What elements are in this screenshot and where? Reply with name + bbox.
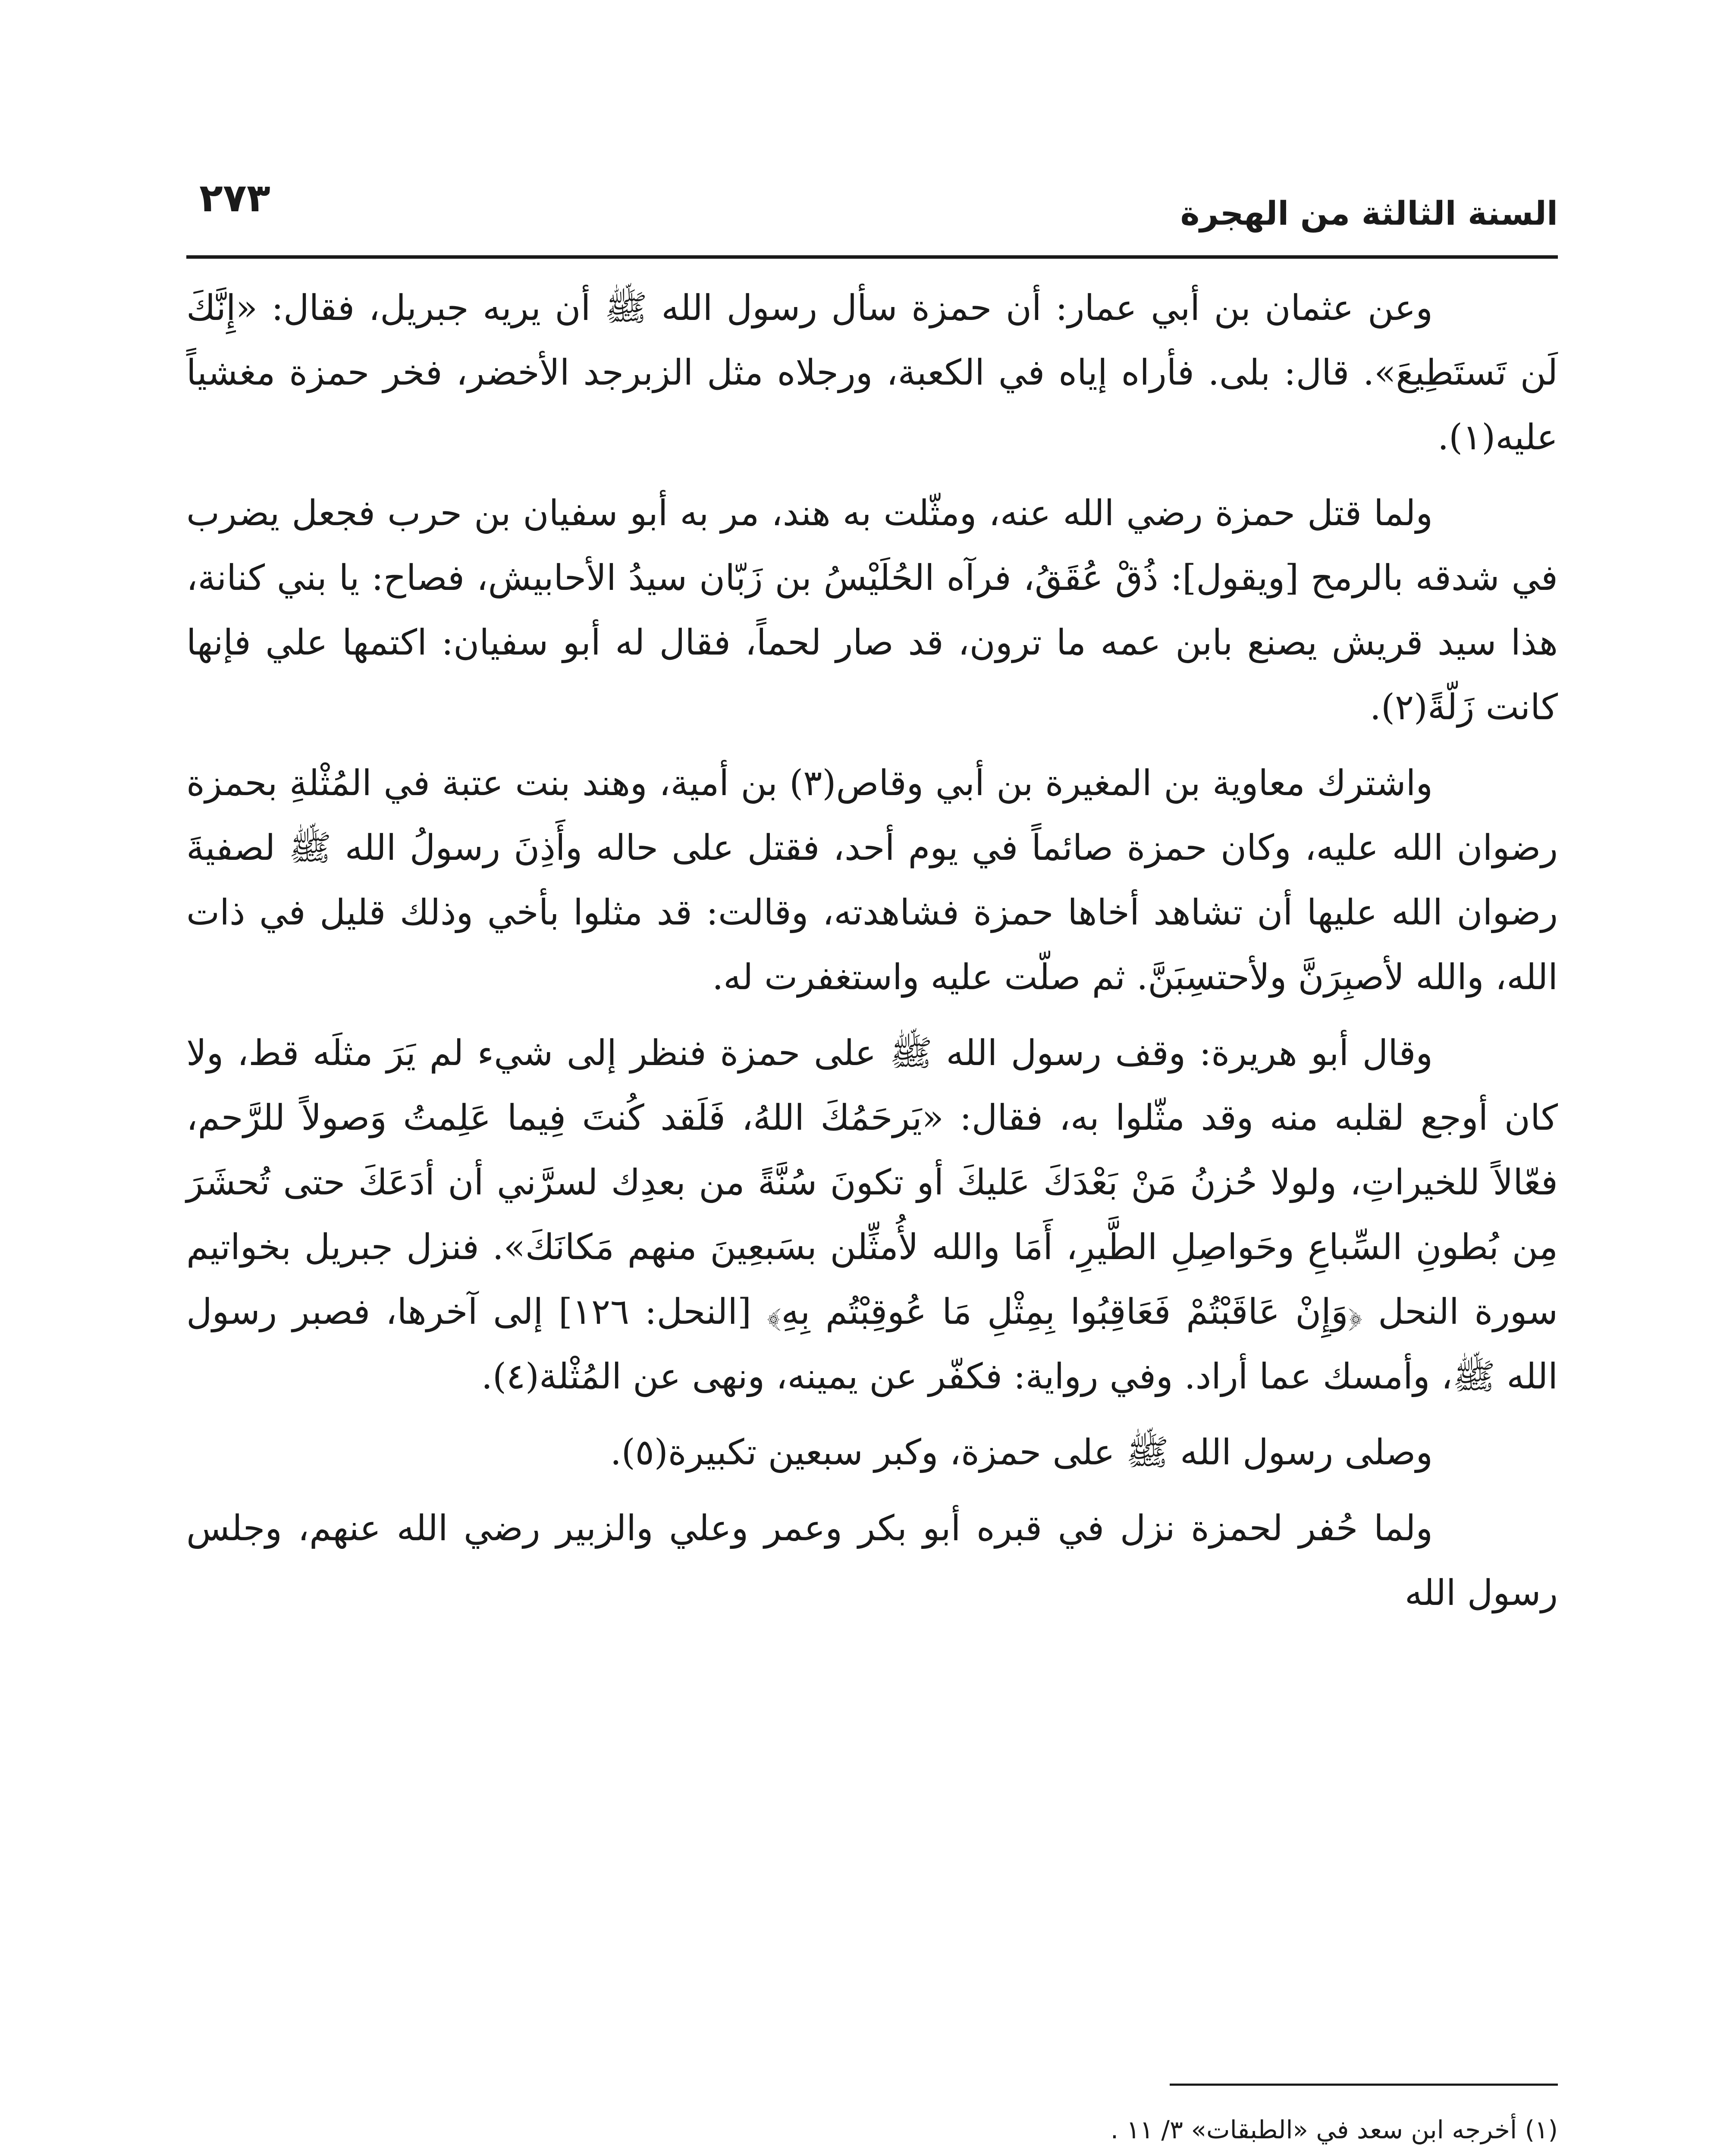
- header-rule: [186, 255, 1558, 259]
- page-header: [186, 164, 1558, 254]
- paragraph-5: وصلى رسول الله ﷺ على حمزة، وكبر سبعين تكبيرة(٥).: [610, 1432, 1433, 1473]
- footnote-1: (١) أخرجه ابن سعد في «الطبقات» ٣/ ١١ .: [1110, 2115, 1558, 2144]
- paragraph-2: ولما قتل حمزة رضي الله عنه، ومثّلت به هند، مر به أبو سفيان بن حرب فجعل يضرب في شدقه بالرمح [ويقول]: ذُقْ عُقَقُ، فرآه الحُلَيْسُ بن زَبّان سيدُ الأحابيش، فصاح: يا بني كنانة، هذا سيد قريش يصنع بابن عمه ما ترون، قد صار لحماً، فقال له أبو سفيان: اكتمها علي فإنها كانت زَلّةً(٢).: [186, 493, 1558, 728]
- footnote-separator: [1170, 2084, 1558, 2086]
- paragraph-1: وعن عثمان بن أبي عمار: أن حمزة سأل رسول الله ﷺ أن يريه جبريل، فقال: «إِنَّكَ لَن تَستَطِيعَ». قال: بلى. فأراه إياه في الكعبة، ورجلاه مثل الزبرجد الأخضر، فخر حمزة مغشياً عليه(١).: [186, 288, 1558, 458]
- paragraph-6: ولما حُفر لحمزة نزل في قبره أبو بكر وعمر وعلي والزبير رضي الله عنهم، وجلس رسول الله: [186, 1508, 1558, 1614]
- footnotes: [186, 2104, 1558, 2156]
- paragraph-4: وقال أبو هريرة: وقف رسول الله ﷺ على حمزة فنظر إلى شيء لم يَرَ مثلَه قط، ولا كان أوجع لقلبه منه وقد مثّلوا به، فقال: «يَرحَمُكَ اللهُ، فَلَقد كُنتَ فِيما عَلِمتُ وَصولاً للرَّحم، فعّالاً للخيراتِ، ولولا حُزنُ مَنْ بَعْدَكَ عَليكَ أو تكونَ سُنَّةً من بعدِك لسرَّني أن أدَعَكَ حتى تُحشَرَ مِن بُطونِ السِّباعِ وحَواصِلِ الطَّيرِ، أَمَا والله لأُمثِّلن بسَبعِينَ منهم مَكانَكَ». فنزل جبريل بخواتيم سورة النحل ﴿وَإِنْ عَاقَبْتُمْ فَعَاقِبُوا بِمِثْلِ مَا عُوقِبْتُم بِهِ﴾ [النحل: ١٢٦] إلى آخرها، فصبر رسول الله ﷺ، وأمسك عما أراد. وفي رواية: فكفّر عن يمينه، ونهى عن المُثْلة(٤).: [186, 1033, 1558, 1397]
- page-number: ٢٧٣: [199, 175, 270, 221]
- paragraph-3: واشترك معاوية بن المغيرة بن أبي وقاص(٣) بن أمية، وهند بنت عتبة في المُثْلةِ بحمزة رضوان الله عليه، وكان حمزة صائماً في يوم أحد، فقتل على حاله وأَذِنَ رسولُ الله ﷺ لصفيةَ رضوان الله عليها أن تشاهد أخاها حمزة فشاهدته، وقالت: قد مثلوا بأخي وذلك قليل في ذات الله، والله لأصبِرَنَّ ولأحتسِبَنَّ. ثم صلّت عليه واستغفرت له.: [186, 763, 1558, 998]
- main-text: [186, 276, 1558, 1637]
- running-title: السنة الثالثة من الهجرة: [1180, 194, 1558, 232]
